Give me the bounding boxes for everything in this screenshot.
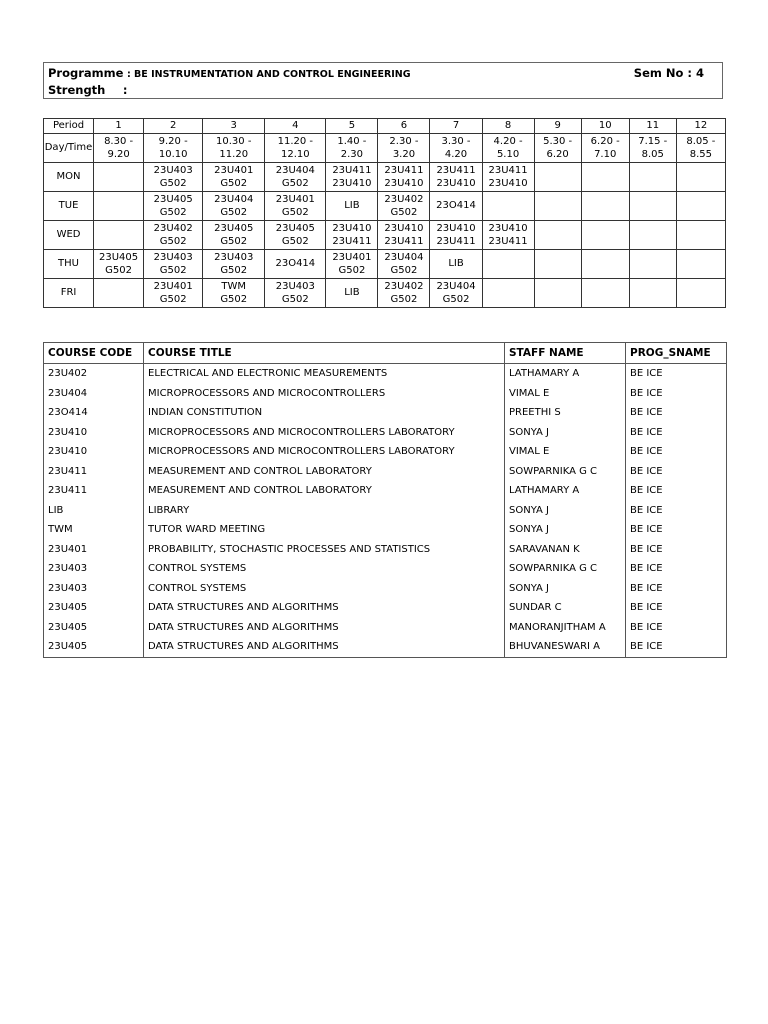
time-slot [203, 134, 265, 163]
course-cell: 23U403 [44, 579, 144, 599]
timetable-cell [378, 279, 430, 308]
period-row [44, 119, 726, 134]
time-slot-line: 2.30 - [389, 135, 419, 147]
course-row [44, 364, 727, 384]
day-row [44, 221, 726, 250]
timetable-cell-line: 23U411 [332, 236, 372, 247]
timetable-cell [629, 163, 676, 192]
timetable-cell [326, 163, 378, 192]
timetable-cell-line: 23U401 [153, 280, 193, 292]
course-cell: MANORANJITHAM A [505, 618, 626, 638]
period-number: 7 [430, 119, 482, 134]
timetable-cell [534, 192, 581, 221]
time-slot-line: 10.30 - [216, 135, 252, 147]
timetable-cell [430, 250, 482, 279]
time-slot-line: 4.20 [444, 149, 468, 160]
programme-value: : BE INSTRUMENTATION AND CONTROL ENGINEERING [126, 69, 411, 80]
time-slot-line: 2.30 [340, 149, 364, 160]
timetable-cell-line: 23O414 [436, 200, 476, 212]
time-slot-line: 5.10 [496, 149, 520, 160]
course-cell: LIB [44, 501, 144, 521]
timetable-cell [94, 279, 144, 308]
timetable-cell-line: G502 [220, 265, 248, 276]
timetable [43, 118, 726, 308]
time-slot-line: 12.10 [281, 149, 310, 160]
day-row [44, 192, 726, 221]
course-cell: SONYA J [505, 501, 626, 521]
timetable-cell [534, 163, 581, 192]
course-cell: MICROPROCESSORS AND MICROCONTROLLERS [144, 384, 505, 404]
timetable-cell-line: 23U411 [436, 164, 476, 176]
course-row [44, 384, 727, 404]
timetable-cell-line: 23U404 [275, 164, 315, 176]
timetable-cell-line: 23U405 [99, 251, 139, 263]
timetable-cell-line: 23O414 [275, 258, 316, 270]
timetable-cell [482, 279, 534, 308]
time-slot-line: 5.30 - [543, 135, 573, 147]
timetable-cell-line: 23U405 [214, 222, 254, 234]
course-cell: BE ICE [626, 637, 727, 657]
strength-label: Strength [48, 83, 106, 97]
timetable-cell-line: 23U410 [332, 222, 372, 234]
period-number: 4 [265, 119, 326, 134]
course-cell: BE ICE [626, 598, 727, 618]
timetable-cell [676, 279, 725, 308]
course-cell: DATA STRUCTURES AND ALGORITHMS [144, 618, 505, 638]
course-cell: BE ICE [626, 618, 727, 638]
day-label: THU [44, 250, 94, 279]
course-cell: SONYA J [505, 579, 626, 599]
time-slot [430, 134, 482, 163]
timetable-cell [326, 279, 378, 308]
period-number: 3 [203, 119, 265, 134]
course-row [44, 618, 727, 638]
course-header-cell: COURSE CODE [44, 343, 144, 364]
time-slot-line: 7.15 - [638, 135, 668, 147]
timetable-cell-line: G502 [159, 265, 187, 276]
course-cell: BE ICE [626, 481, 727, 501]
course-cell: SARAVANAN K [505, 540, 626, 560]
course-cell: SOWPARNIKA G C [505, 559, 626, 579]
timetable-cell [326, 250, 378, 279]
timetable-cell-line: 23U404 [384, 251, 424, 263]
timetable-cell [629, 279, 676, 308]
timetable-cell [534, 250, 581, 279]
course-cell: 23U410 [44, 442, 144, 462]
timetable-cell [203, 279, 265, 308]
time-slot [581, 134, 629, 163]
timetable-cell-line: 23U411 [332, 164, 372, 176]
time-slot-line: 6.20 [546, 149, 569, 160]
time-slot-line: 10.10 [158, 149, 188, 160]
course-row [44, 462, 727, 482]
course-cell: CONTROL SYSTEMS [144, 559, 505, 579]
timetable-cell-line: 23U404 [214, 193, 254, 205]
course-cell: VIMAL E [505, 384, 626, 404]
timetable-cell [144, 279, 203, 308]
timetable-cell [430, 221, 482, 250]
timetable-cell-line: G502 [220, 236, 248, 247]
period-number: 1 [94, 119, 144, 134]
day-label: TUE [44, 192, 94, 221]
course-cell: PREETHI S [505, 403, 626, 423]
timetable-cell [94, 221, 144, 250]
course-header-cell: COURSE TITLE [144, 343, 505, 364]
timetable-cell [326, 221, 378, 250]
course-cell: 23O414 [44, 403, 144, 423]
course-cell: TWM [44, 520, 144, 540]
strength-value: : [122, 83, 128, 97]
timetable-cell-line: G502 [159, 294, 187, 305]
timetable-cell [482, 221, 534, 250]
course-cell: 23U403 [44, 559, 144, 579]
time-slot-line: 1.40 - [337, 135, 367, 147]
timetable-cell-line: 23U410 [436, 178, 476, 189]
programme-row [48, 66, 411, 80]
timetable-cell [581, 279, 629, 308]
timetable-cell-line: 23U410 [384, 222, 424, 234]
timetable-cell [676, 192, 725, 221]
timetable-cell-line: LIB [448, 258, 464, 270]
sem-label: Sem No [633, 66, 684, 80]
day-row [44, 163, 726, 192]
time-slot [265, 134, 326, 163]
course-cell: CONTROL SYSTEMS [144, 579, 505, 599]
course-cell: BHUVANESWARI A [505, 637, 626, 657]
time-slot-line: 11.20 - [277, 135, 314, 147]
timetable-cell [430, 192, 482, 221]
course-header-cell: PROG_SNAME [626, 343, 727, 364]
timetable-cell [676, 221, 725, 250]
course-cell: BE ICE [626, 423, 727, 443]
course-cell: MICROPROCESSORS AND MICROCONTROLLERS LABORATORY [144, 423, 505, 443]
strength-row [48, 83, 127, 97]
day-row [44, 250, 726, 279]
timetable-cell-line: 23U401 [275, 193, 315, 205]
course-row [44, 442, 727, 462]
course-cell: BE ICE [626, 579, 727, 599]
course-cell: LATHAMARY A [505, 481, 626, 501]
timetable-cell-line: 23U411 [436, 236, 476, 247]
timetable-cell-line: 23U410 [488, 222, 528, 234]
timetable-cell [482, 163, 534, 192]
timetable-cell-line: 23U405 [153, 193, 193, 205]
sem-value: : 4 [687, 66, 704, 80]
course-row [44, 579, 727, 599]
period-number: 12 [676, 119, 725, 134]
timetable-cell [265, 163, 326, 192]
timetable-cell-line: 23U403 [153, 164, 193, 176]
course-cell: BE ICE [626, 462, 727, 482]
time-slot-line: 3.20 [392, 149, 416, 160]
timetable-cell [378, 192, 430, 221]
timetable-cell [94, 192, 144, 221]
timetable-cell [482, 192, 534, 221]
timetable-cell-line: TWM [221, 280, 247, 292]
timetable-cell-line: 23U403 [214, 251, 254, 263]
timetable-cell [326, 192, 378, 221]
course-cell: 23U402 [44, 364, 144, 384]
timetable-cell [629, 192, 676, 221]
course-cell: 23U405 [44, 618, 144, 638]
course-cell: BE ICE [626, 384, 727, 404]
timetable-cell-line: 23U411 [384, 164, 424, 176]
course-cell: BE ICE [626, 403, 727, 423]
course-row [44, 423, 727, 443]
timetable-cell-line: 23U411 [488, 164, 528, 176]
time-slot-line: 8.05 - [686, 135, 716, 147]
period-label: Period [44, 119, 94, 134]
time-slot [534, 134, 581, 163]
course-cell: PROBABILITY, STOCHASTIC PROCESSES AND STATISTICS [144, 540, 505, 560]
timetable-cell-line: 23U402 [384, 280, 424, 292]
course-cell: 23U411 [44, 462, 144, 482]
programme-header-box [43, 62, 723, 99]
course-row [44, 403, 727, 423]
timetable-cell-line: G502 [390, 294, 418, 305]
course-cell: MEASUREMENT AND CONTROL LABORATORY [144, 462, 505, 482]
timetable-cell [203, 192, 265, 221]
course-cell: LATHAMARY A [505, 364, 626, 384]
time-slot [144, 134, 203, 163]
timetable-cell-line: 23U402 [384, 193, 424, 205]
timetable-cell [629, 250, 676, 279]
timetable-cell [430, 279, 482, 308]
timetable-cell-line: G502 [220, 207, 248, 218]
daytime-label: Day/Time [44, 134, 94, 163]
course-cell: TUTOR WARD MEETING [144, 520, 505, 540]
period-number: 10 [581, 119, 629, 134]
course-table [43, 342, 727, 658]
timetable-cell-line: LIB [344, 287, 360, 299]
course-cell: 23U401 [44, 540, 144, 560]
course-cell: 23U410 [44, 423, 144, 443]
timetable-cell-line: 23U410 [436, 222, 476, 234]
timetable-cell-line: 23U403 [153, 251, 193, 263]
timetable-cell [144, 192, 203, 221]
course-cell: MEASUREMENT AND CONTROL LABORATORY [144, 481, 505, 501]
course-cell: BE ICE [626, 364, 727, 384]
timetable-cell-line: G502 [220, 178, 248, 189]
time-slot-line: 8.30 - [104, 135, 134, 147]
time-slot [482, 134, 534, 163]
timetable-cell-line: G502 [159, 178, 187, 189]
timetable-cell-line: G502 [281, 178, 309, 189]
timetable-cell [265, 192, 326, 221]
timetable-cell [629, 221, 676, 250]
timetable-cell [581, 192, 629, 221]
time-slot [676, 134, 725, 163]
course-cell: SOWPARNIKA G C [505, 462, 626, 482]
timetable-cell [94, 163, 144, 192]
timetable-cell-line: G502 [220, 294, 248, 305]
course-row [44, 637, 727, 657]
timetable-cell-line: 23U410 [488, 178, 528, 189]
day-label: WED [44, 221, 94, 250]
course-row [44, 481, 727, 501]
timetable-cell-line: G502 [281, 207, 309, 218]
course-row [44, 598, 727, 618]
period-number: 5 [326, 119, 378, 134]
day-row [44, 279, 726, 308]
timetable-cell-line: 23U401 [214, 164, 254, 176]
timetable-cell [581, 221, 629, 250]
course-cell: 23U411 [44, 481, 144, 501]
timetable-cell-line: 23U411 [488, 236, 528, 247]
timetable-cell [378, 221, 430, 250]
period-number: 6 [378, 119, 430, 134]
time-slot [326, 134, 378, 163]
timetable-cell [203, 250, 265, 279]
course-cell: 23U405 [44, 598, 144, 618]
course-row [44, 501, 727, 521]
time-slot-line: 3.30 - [441, 135, 471, 147]
timetable-cell-line: G502 [442, 294, 470, 305]
timetable-cell [581, 250, 629, 279]
timetable-cell-line: G502 [281, 236, 309, 247]
course-cell: BE ICE [626, 442, 727, 462]
period-number: 8 [482, 119, 534, 134]
course-row [44, 559, 727, 579]
time-slot-line: 7.10 [594, 149, 617, 160]
timetable-cell [534, 221, 581, 250]
timetable-cell-line: 23U401 [332, 251, 372, 263]
course-cell: INDIAN CONSTITUTION [144, 403, 505, 423]
course-cell: BE ICE [626, 501, 727, 521]
course-header-cell: STAFF NAME [505, 343, 626, 364]
time-slot-line: 4.20 - [493, 135, 523, 147]
time-slot [94, 134, 144, 163]
time-slot [378, 134, 430, 163]
timetable-cell [203, 221, 265, 250]
course-table-header [44, 343, 727, 364]
time-slot-line: 9.20 - [158, 135, 188, 147]
course-cell: ELECTRICAL AND ELECTRONIC MEASUREMENTS [144, 364, 505, 384]
programme-label: Programme [48, 66, 124, 80]
timetable-cell-line: 23U402 [153, 222, 193, 234]
time-slot-line: 9.20 [107, 149, 130, 160]
timetable-cell-line: 23U410 [332, 178, 372, 189]
timetable-cell-line: 23U405 [275, 222, 315, 234]
timetable-cell [265, 250, 326, 279]
timetable-cell [430, 163, 482, 192]
timetable-cell [676, 250, 725, 279]
timetable-cell-line: 23U411 [384, 236, 424, 247]
timetable-cell-line: 23U404 [436, 280, 476, 292]
course-cell: LIBRARY [144, 501, 505, 521]
time-slot [629, 134, 676, 163]
timetable-cell-line: G502 [105, 265, 133, 276]
timetable-cell-line: G502 [390, 265, 418, 276]
course-cell: BE ICE [626, 520, 727, 540]
timetable-cell [676, 163, 725, 192]
timetable-cell-line: G502 [159, 207, 187, 218]
course-cell: SONYA J [505, 423, 626, 443]
timetable-cell [203, 163, 265, 192]
timetable-cell-line: G502 [390, 207, 418, 218]
timetable-cell [265, 279, 326, 308]
time-slot-line: 6.20 - [590, 135, 620, 147]
time-slot-line: 11.20 [219, 149, 249, 160]
timetable-cell [144, 250, 203, 279]
timetable-cell-line: G502 [159, 236, 187, 247]
day-label: MON [44, 163, 94, 192]
timetable-cell [94, 250, 144, 279]
timetable-cell [378, 250, 430, 279]
timetable-cell [144, 221, 203, 250]
course-cell: DATA STRUCTURES AND ALGORITHMS [144, 637, 505, 657]
period-number: 9 [534, 119, 581, 134]
time-slot-line: 8.05 [641, 149, 664, 160]
course-cell: MICROPROCESSORS AND MICROCONTROLLERS LABORATORY [144, 442, 505, 462]
timetable-cell [265, 221, 326, 250]
course-cell: VIMAL E [505, 442, 626, 462]
course-cell: BE ICE [626, 540, 727, 560]
timetable-cell-line: 23U410 [384, 178, 424, 189]
timetable-cell [378, 163, 430, 192]
course-cell: 23U405 [44, 637, 144, 657]
period-number: 11 [629, 119, 676, 134]
course-cell: 23U404 [44, 384, 144, 404]
timetable-cell-line: G502 [338, 265, 366, 276]
course-cell: SUNDAR C [505, 598, 626, 618]
period-number: 2 [144, 119, 203, 134]
course-row [44, 540, 727, 560]
timetable-cell [581, 163, 629, 192]
sem-no [634, 66, 704, 80]
timetable-cell [144, 163, 203, 192]
timetable-cell-line: G502 [281, 294, 309, 305]
course-cell: DATA STRUCTURES AND ALGORITHMS [144, 598, 505, 618]
timetable-cell-line: LIB [344, 200, 360, 212]
day-label: FRI [44, 279, 94, 308]
time-row [44, 134, 726, 163]
timetable-cell [534, 279, 581, 308]
timetable-cell [482, 250, 534, 279]
time-slot-line: 8.55 [689, 149, 713, 160]
timetable-cell-line: 23U403 [275, 280, 315, 292]
course-cell: BE ICE [626, 559, 727, 579]
course-row [44, 520, 727, 540]
course-cell: SONYA J [505, 520, 626, 540]
